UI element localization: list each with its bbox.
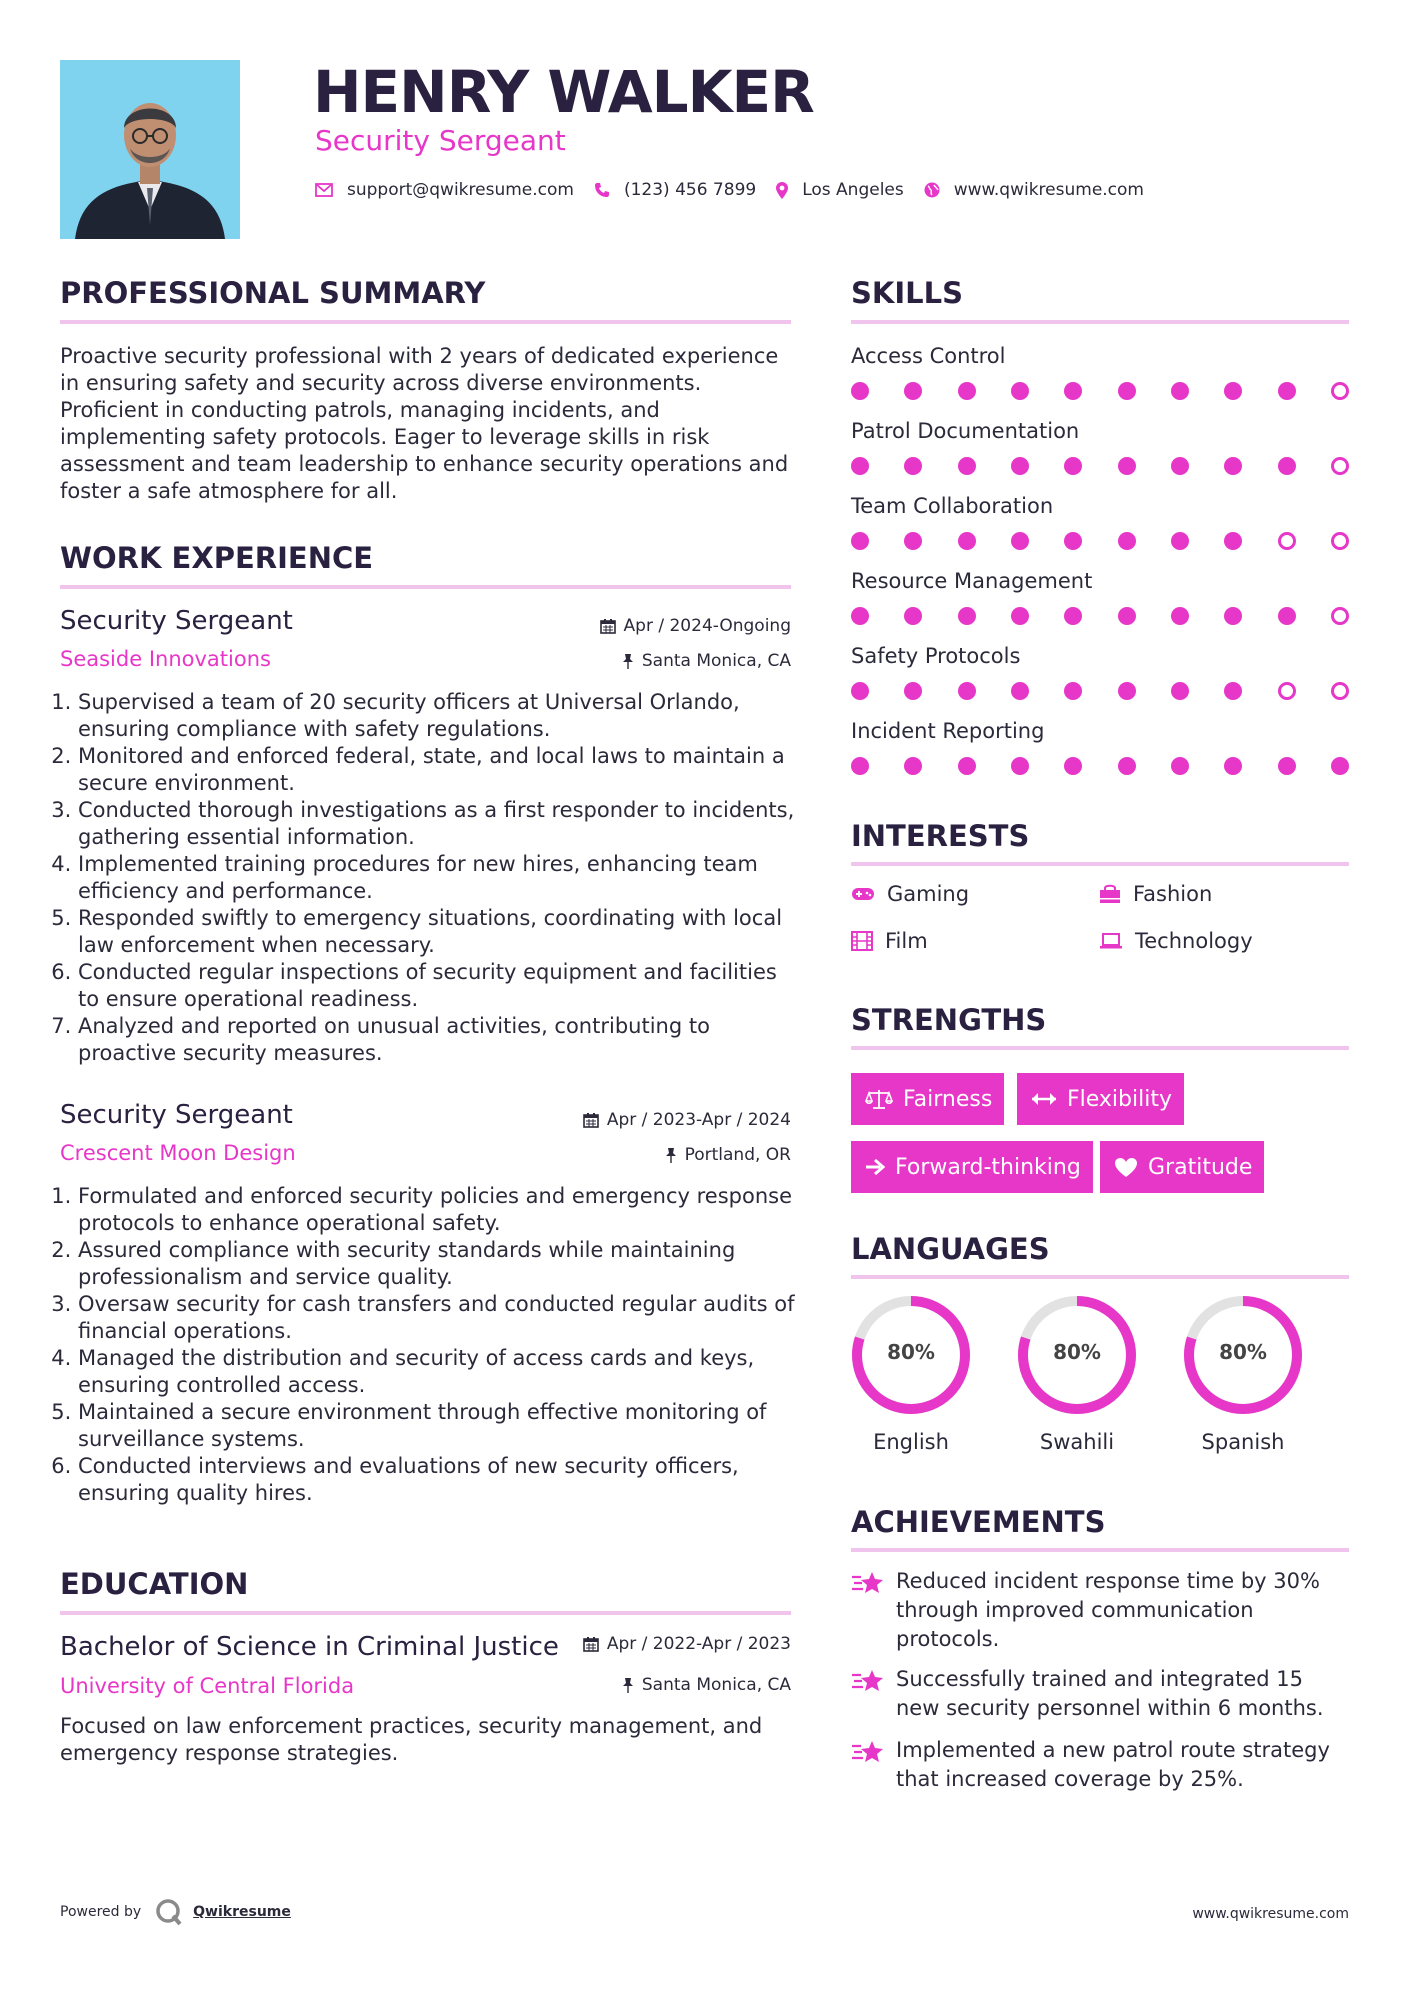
laptop-icon [1099, 932, 1123, 950]
strength-badge-fairness [851, 1073, 1004, 1125]
strengths-heading: STRENGTHS [851, 1003, 1047, 1037]
rating-dot-filled [1064, 457, 1082, 475]
languages-heading: LANGUAGES [851, 1232, 1050, 1266]
skill-name: Patrol Documentation [851, 419, 1080, 443]
rating-dot-filled [1224, 457, 1242, 475]
skill-rating [851, 756, 1349, 776]
list-item: 3. Oversaw security for cash transfers and conducted regular audits of financial operations. [78, 1291, 795, 1345]
education-text: Focused on law enforcement practices, security management, and emergency response strategies. [60, 1714, 763, 1765]
strength-badge-flexibility [1017, 1073, 1184, 1125]
achievement-text: Successfully trained and integrated 15 new security personnel within 6 months. [896, 1667, 1324, 1720]
summary-divider [60, 320, 791, 324]
skill-rating [851, 681, 1349, 701]
rating-dot-empty [1331, 382, 1349, 400]
skill-name: Team Collaboration [851, 494, 1054, 518]
summary-text: Proactive security professional with 2 years of dedicated experience in ensuring safety and security across diverse environments. Proficient in conducting patrols, managing incidents, and implementing safety protocols. Eager to leverage skills in risk assessment and team leadership to enhance security operations and foster a safe atmosphere for all. [60, 344, 789, 503]
job-dates [600, 616, 791, 636]
rating-dot-empty [1278, 682, 1296, 700]
job-title: Security Sergeant [60, 1100, 293, 1130]
heart-icon [1114, 1157, 1138, 1178]
candidate-title: Security Sergeant [315, 124, 566, 157]
rating-dot-filled [904, 757, 922, 775]
contact-website-text: www.qwikresume.com [953, 180, 1144, 200]
list-item: 7. Analyzed and reported on unusual activities, contributing to proactive security measures. [78, 1013, 795, 1067]
footer-powered-label: Powered by [60, 1904, 142, 1920]
rating-dot-filled [958, 382, 976, 400]
strength-badge-gratitude [1100, 1141, 1264, 1193]
language-name: Spanish [1201, 1430, 1285, 1454]
rating-dot-filled [1118, 382, 1136, 400]
calendar-icon [600, 618, 616, 634]
job-location [622, 651, 791, 671]
rating-dot-empty [1331, 682, 1349, 700]
list-item: 6. Conducted interviews and evaluations of new security officers, ensuring quality hires. [78, 1453, 795, 1507]
rating-dot-filled [1224, 607, 1242, 625]
phone-icon [594, 182, 610, 198]
footer-powered-by [60, 1898, 291, 1926]
rating-dot-filled [1118, 457, 1136, 475]
contact-location [776, 180, 904, 200]
list-item: 5. Maintained a secure environment through effective monitoring of surveillance systems. [78, 1399, 795, 1453]
rating-dot-filled [1118, 532, 1136, 550]
list-item: 3. Conducted thorough investigations as a first responder to incidents, gathering essential information. [78, 797, 795, 851]
job-location [665, 1145, 791, 1165]
rating-dot-filled [904, 682, 922, 700]
candidate-name: HENRY WALKER [313, 58, 814, 126]
interest-label: Fashion [1133, 882, 1213, 906]
language-item [1016, 1294, 1138, 1454]
list-item: 4. Managed the distribution and security of access cards and keys, ensuring controlled access. [78, 1345, 795, 1399]
interest-label: Technology [1135, 929, 1253, 953]
globe-icon [924, 182, 940, 198]
contact-phone[interactable] [594, 180, 756, 200]
rating-dot-filled [1331, 757, 1349, 775]
interest-gaming [851, 882, 969, 906]
job-dates-text: Apr / 2024-Ongoing [623, 616, 791, 636]
rating-dot-empty [1331, 532, 1349, 550]
skill-name: Resource Management [851, 569, 1093, 593]
rating-dot-filled [1064, 757, 1082, 775]
contact-email-text: support@qwikresume.com [347, 180, 574, 200]
list-item: 5. Responded swiftly to emergency situations, coordinating with local law enforcement when necessary. [78, 905, 795, 959]
rating-dot-filled [958, 757, 976, 775]
language-item [850, 1294, 972, 1454]
rating-dot-filled [1118, 682, 1136, 700]
rating-dot-filled [851, 757, 869, 775]
achievement-item [851, 1567, 1351, 1654]
strength-label: Gratitude [1148, 1154, 1253, 1180]
job-location-text: Portland, OR [684, 1145, 791, 1165]
rating-dot-filled [1224, 682, 1242, 700]
education-location [622, 1675, 791, 1695]
language-item [1182, 1294, 1304, 1454]
rating-dot-filled [851, 382, 869, 400]
experience-heading: WORK EXPERIENCE [60, 541, 374, 575]
shopping-bag-icon [1099, 884, 1121, 904]
rating-dot-filled [1064, 682, 1082, 700]
skills-divider [851, 320, 1349, 324]
achievements-heading: ACHIEVEMENTS [851, 1505, 1106, 1539]
strength-label: Forward-thinking [895, 1154, 1081, 1180]
job-dates [583, 1110, 791, 1130]
strengths-divider [851, 1046, 1349, 1050]
rating-dot-filled [1064, 532, 1082, 550]
rating-dot-filled [851, 607, 869, 625]
pushpin-icon [665, 1147, 677, 1163]
contact-bar [315, 178, 1164, 202]
rating-dot-filled [1171, 532, 1189, 550]
rating-dot-empty [1331, 607, 1349, 625]
strength-label: Flexibility [1067, 1086, 1172, 1112]
list-item: 2. Monitored and enforced federal, state, and local laws to maintain a secure environment. [78, 743, 795, 797]
rating-dot-filled [904, 607, 922, 625]
rating-dot-filled [1011, 682, 1029, 700]
rating-dot-filled [1278, 757, 1296, 775]
rating-dot-filled [1171, 382, 1189, 400]
job-bullets [55, 1183, 795, 1507]
education-dates [583, 1634, 791, 1654]
rating-dot-filled [851, 532, 869, 550]
achievement-item [851, 1736, 1351, 1794]
language-percent: 80% [1219, 1340, 1267, 1364]
interest-film [851, 929, 928, 953]
contact-phone-text: (123) 456 7899 [623, 180, 757, 200]
rating-dot-filled [1011, 607, 1029, 625]
languages-divider [851, 1275, 1349, 1279]
language-name: Swahili [1039, 1430, 1115, 1454]
calendar-icon [583, 1112, 599, 1128]
rating-dot-empty [1278, 532, 1296, 550]
rating-dot-filled [1118, 757, 1136, 775]
balance-scale-icon [865, 1088, 893, 1110]
interest-label: Gaming [887, 882, 970, 906]
skill-name: Access Control [851, 344, 1006, 368]
skill-rating [851, 381, 1349, 401]
skill-rating [851, 606, 1349, 626]
pushpin-icon [622, 653, 634, 669]
achievements-divider [851, 1548, 1349, 1552]
achievement-text: Implemented a new patrol route strategy that increased coverage by 25%. [896, 1738, 1330, 1791]
job-title: Security Sergeant [60, 606, 293, 636]
contact-email[interactable] [315, 180, 574, 200]
education-location-text: Santa Monica, CA [641, 1675, 791, 1695]
list-item: 6. Conducted regular inspections of security equipment and facilities to ensure operational readiness. [78, 959, 795, 1013]
rating-dot-filled [1011, 457, 1029, 475]
rating-dot-filled [1278, 607, 1296, 625]
pushpin-icon [622, 1677, 634, 1693]
contact-location-text: Los Angeles [802, 180, 904, 200]
rating-dot-filled [958, 682, 976, 700]
interest-label: Film [885, 929, 928, 953]
qwikresume-logo-icon [155, 1898, 183, 1926]
interests-divider [851, 862, 1349, 866]
rating-dot-filled [1064, 607, 1082, 625]
rating-dot-filled [1011, 382, 1029, 400]
list-item: 4. Implemented training procedures for new hires, enhancing team efficiency and performance. [78, 851, 795, 905]
job-company: Crescent Moon Design [60, 1141, 296, 1165]
job-bullets [55, 689, 795, 1067]
achievement-text: Reduced incident response time by 30% through improved communication protocols. [896, 1569, 1320, 1651]
rating-dot-filled [1064, 382, 1082, 400]
rating-dot-filled [1278, 382, 1296, 400]
arrow-right-icon [865, 1158, 885, 1176]
calendar-icon [583, 1636, 599, 1652]
list-item: 2. Assured compliance with security standards while maintaining professionalism and service quality. [78, 1237, 795, 1291]
rating-dot-filled [851, 457, 869, 475]
job-company: Seaside Innovations [60, 647, 271, 671]
education-school: University of Central Florida [60, 1674, 355, 1698]
profile-photo [60, 60, 240, 239]
map-pin-icon [776, 182, 788, 199]
interest-fashion [1099, 882, 1212, 906]
skills-heading: SKILLS [851, 276, 963, 310]
language-name: English [873, 1430, 949, 1454]
rating-dot-filled [1011, 532, 1029, 550]
rating-dot-filled [904, 532, 922, 550]
rating-dot-filled [904, 382, 922, 400]
rating-dot-filled [958, 457, 976, 475]
skill-rating [851, 456, 1349, 476]
rating-dot-filled [1171, 682, 1189, 700]
strength-label: Fairness [903, 1086, 993, 1112]
rating-dot-filled [1118, 607, 1136, 625]
rating-dot-filled [1011, 757, 1029, 775]
rating-dot-filled [958, 532, 976, 550]
skill-rating [851, 531, 1349, 551]
interests-heading: INTERESTS [851, 819, 1030, 853]
rating-dot-filled [1224, 382, 1242, 400]
education-degree: Bachelor of Science in Criminal Justice [60, 1632, 559, 1662]
language-percent: 80% [887, 1340, 935, 1364]
education-divider [60, 1611, 791, 1615]
education-heading: EDUCATION [60, 1567, 249, 1601]
job-location-text: Santa Monica, CA [641, 651, 791, 671]
list-item: 1. Supervised a team of 20 security officers at Universal Orlando, ensuring compliance with safety regulations. [78, 689, 795, 743]
education-dates-text: Apr / 2022-Apr / 2023 [606, 1634, 791, 1654]
rating-dot-filled [1171, 607, 1189, 625]
achievement-item [851, 1665, 1351, 1723]
list-item: 1. Formulated and enforced security policies and emergency response protocols to enhance operational safety. [78, 1183, 795, 1237]
shooting-star-icon [851, 1667, 885, 1695]
rating-dot-filled [1224, 757, 1242, 775]
footer-website[interactable]: www.qwikresume.com [1192, 1906, 1349, 1922]
film-icon [851, 931, 873, 951]
rating-dot-filled [958, 607, 976, 625]
rating-dot-filled [851, 682, 869, 700]
rating-dot-filled [1171, 757, 1189, 775]
strength-badge-forward-thinking [851, 1141, 1093, 1193]
skill-name: Incident Reporting [851, 719, 1045, 743]
shooting-star-icon [851, 1569, 885, 1597]
interest-technology [1099, 929, 1253, 953]
rating-dot-filled [904, 457, 922, 475]
rating-dot-filled [1278, 457, 1296, 475]
skill-name: Safety Protocols [851, 644, 1021, 668]
rating-dot-empty [1331, 457, 1349, 475]
job-dates-text: Apr / 2023-Apr / 2024 [606, 1110, 791, 1130]
language-percent: 80% [1053, 1340, 1101, 1364]
arrows-horizontal-icon [1031, 1092, 1057, 1106]
rating-dot-filled [1224, 532, 1242, 550]
envelope-icon [315, 183, 333, 197]
experience-divider [60, 585, 791, 589]
shooting-star-icon [851, 1738, 885, 1766]
gamepad-icon [851, 886, 875, 902]
rating-dot-filled [1171, 457, 1189, 475]
summary-heading: PROFESSIONAL SUMMARY [60, 276, 486, 310]
contact-website[interactable] [924, 180, 1144, 200]
footer-brand-link[interactable]: Qwikresume [193, 1904, 291, 1920]
